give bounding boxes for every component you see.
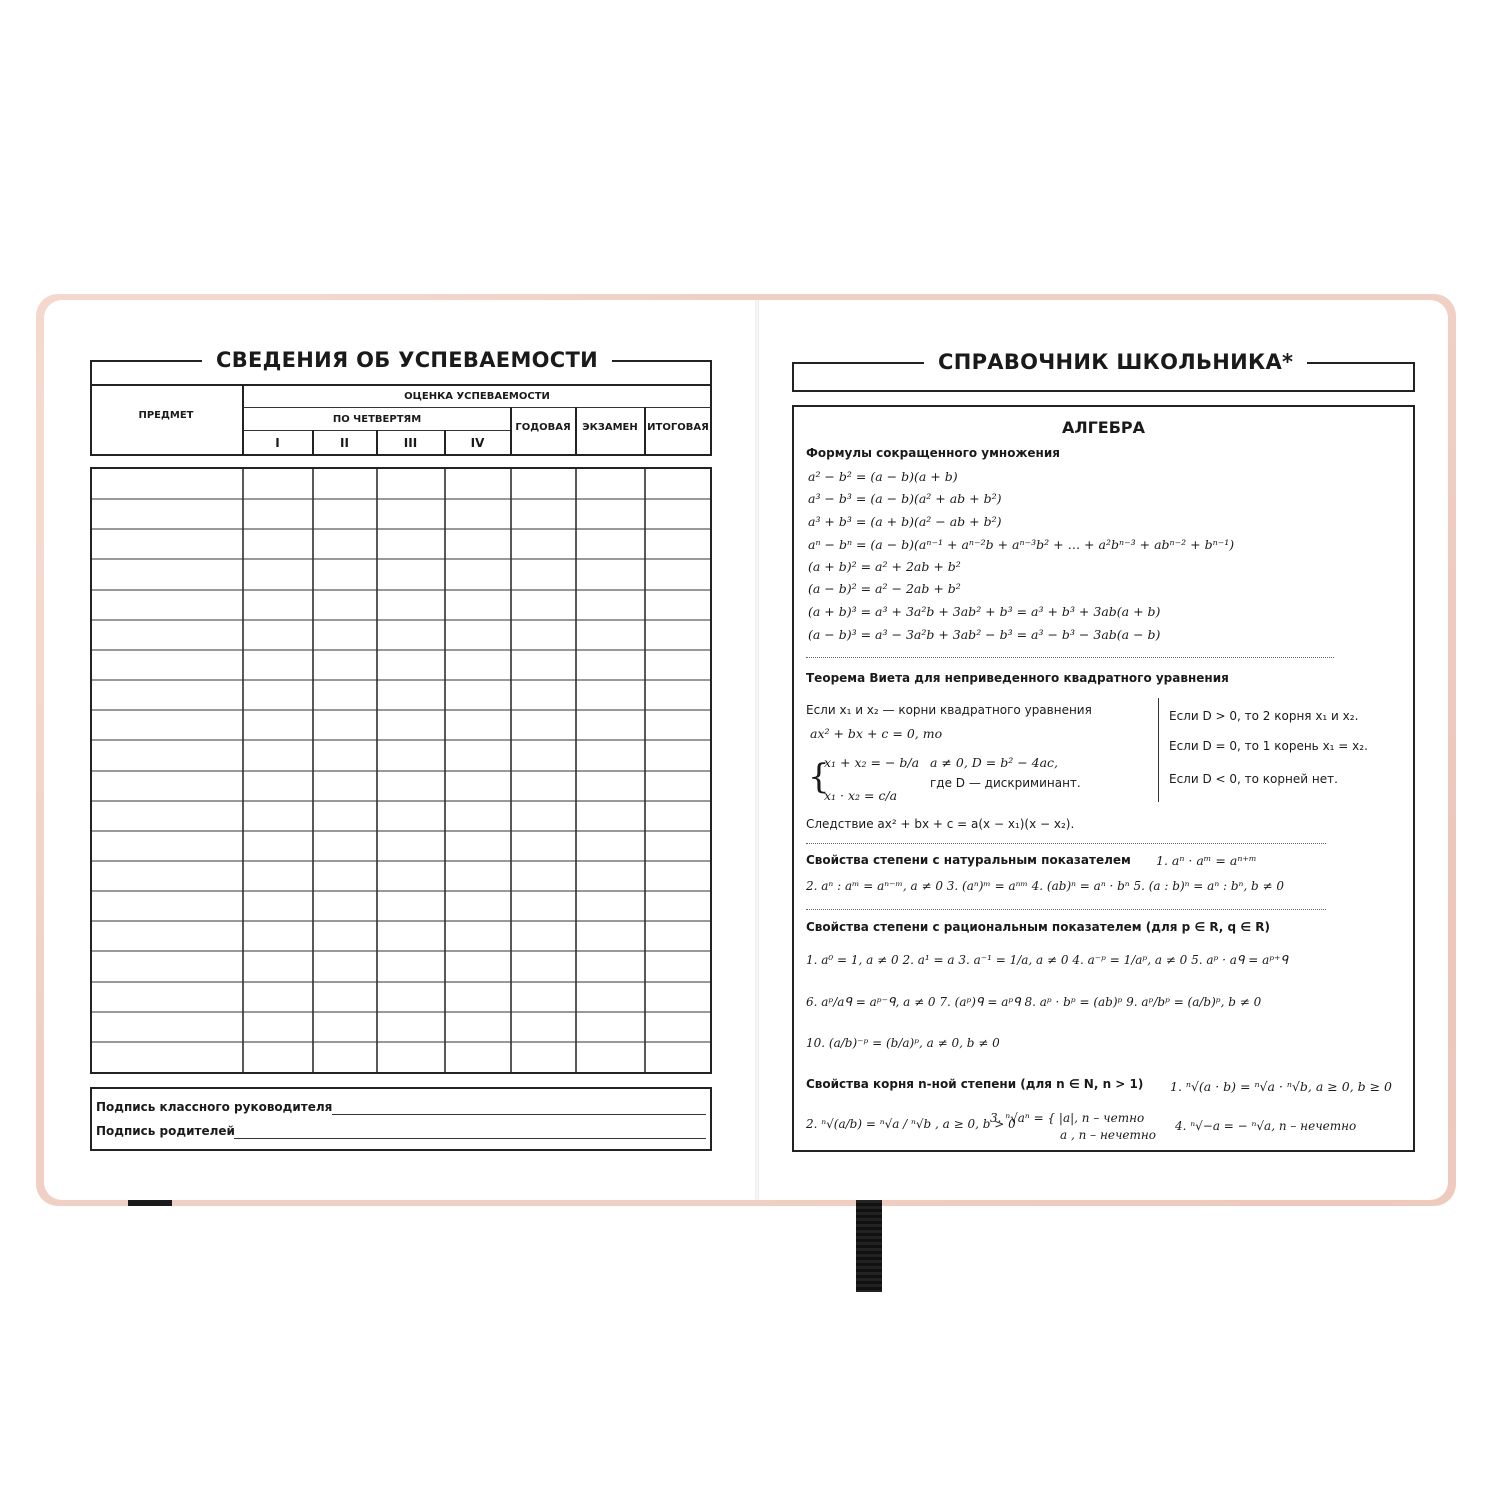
formula: 1. ⁿ√(a · b) = ⁿ√a · ⁿ√b, a ≥ 0, b ≥ 0 — [1170, 1079, 1393, 1094]
vieta-corollary: Следствие ax² + bx + c = a(x − x₁)(x − x₂). — [806, 817, 1075, 831]
formula: a³ − b³ = (a − b)(a² + ab + b²) — [808, 491, 1002, 506]
signature-box — [90, 1087, 712, 1151]
discriminant-rule: Если D > 0, то 2 корня x₁ и x₂. — [1169, 709, 1359, 723]
vieta-line: Если x₁ и x₂ — корни квадратного уравнения — [806, 703, 1092, 717]
system-brace-icon: { — [808, 757, 830, 797]
teacher-signature-label: Подпись классного руководителя — [96, 1100, 333, 1114]
vieta-heading: Теорема Виета для неприведенного квадратного уравнения — [806, 671, 1229, 685]
quarter-4: IV — [470, 436, 485, 450]
formula: 1. aⁿ · aᵐ = aⁿ⁺ᵐ — [1156, 853, 1257, 868]
section-separator — [806, 843, 1326, 844]
grades-header: ОЦЕНКА УСПЕВАЕМОСТИ — [404, 391, 550, 402]
discriminant-rule: Если D = 0, то 1 корень x₁ = x₂. — [1169, 739, 1368, 753]
parents-signature-label: Подпись родителей — [96, 1124, 235, 1138]
spine — [755, 300, 759, 1200]
quarter-3: III — [403, 436, 418, 450]
formula: (a − b)² = a² − 2ab + b² — [808, 581, 961, 596]
grades-table — [90, 467, 712, 1074]
vieta-sum: x₁ + x₂ = − b/a — [824, 755, 920, 770]
teacher-signature-line[interactable] — [332, 1114, 706, 1115]
vieta-divider — [1158, 698, 1159, 802]
header-line — [243, 407, 711, 408]
formula: aⁿ − bⁿ = (a − b)(aⁿ⁻¹ + aⁿ⁻²b + aⁿ⁻³b² + … + a²bⁿ⁻³ + abⁿ⁻² + bⁿ⁻¹) — [808, 537, 1235, 552]
formula: a³ + b³ = (a + b)(a² − ab + b²) — [808, 514, 1002, 529]
grades-title: СВЕДЕНИЯ ОБ УСПЕВАЕМОСТИ — [202, 348, 612, 372]
vieta-line: ax² + bx + c = 0, то — [810, 726, 943, 741]
header-top-line — [91, 384, 711, 386]
subject-header: ПРЕДМЕТ — [138, 410, 194, 421]
formula: (a + b)³ = a³ + 3a²b + 3ab² + b³ = a³ + b³ + 3ab(a + b) — [808, 604, 1161, 619]
formula: (a + b)² = a² + 2ab + b² — [808, 559, 961, 574]
quarter-2: II — [340, 436, 349, 450]
formula: a² − b² = (a − b)(a + b) — [808, 469, 958, 484]
roots-heading: Свойства корня n-ной степени (для n ∈ N, n > 1) — [806, 1077, 1144, 1091]
short-mult-heading: Формулы сокращенного умножения — [806, 446, 1060, 460]
reference-title: СПРАВОЧНИК ШКОЛЬНИКА* — [924, 350, 1307, 374]
quarters-header: ПО ЧЕТВЕРТЯМ — [332, 414, 422, 425]
formula: 3. ⁿ√aⁿ = { |a|, n – четно — [990, 1111, 1145, 1125]
elastic-band — [128, 1200, 172, 1206]
section-separator — [806, 909, 1326, 910]
formula: 2. ⁿ√(a/b) = ⁿ√a / ⁿ√b , a ≥ 0, b > 0 — [806, 1117, 1016, 1131]
formula: a , n – нечетно — [1060, 1128, 1157, 1142]
vieta-product: x₁ · x₂ = c/a — [824, 788, 898, 803]
discriminant-rule: Если D < 0, то корней нет. — [1169, 772, 1338, 786]
grades-grid — [92, 469, 710, 1072]
formula: (a − b)³ = a³ − 3a²b + 3ab² − b³ = a³ − b³ − 3ab(a − b) — [808, 627, 1161, 642]
formula: 2. aⁿ : aᵐ = aⁿ⁻ᵐ, a ≠ 0 3. (aⁿ)ᵐ = aⁿᵐ 4. (ab)ⁿ = aⁿ · bⁿ 5. (a : b)ⁿ = aⁿ : bⁿ, b ≠ 0 — [806, 879, 1285, 893]
vieta-condition: где D — дискриминант. — [930, 776, 1081, 790]
formula: 4. ⁿ√−a = − ⁿ√a, n – нечетно — [1175, 1119, 1357, 1133]
bookmark-ribbon[interactable] — [856, 1200, 882, 1292]
formula: 1. a⁰ = 1, a ≠ 0 2. a¹ = a 3. a⁻¹ = 1/a, a ≠ 0 4. a⁻ᵖ = 1/aᵖ, a ≠ 0 5. aᵖ · aᑫ = aᵖ⁺ᑫ — [806, 953, 1288, 967]
exam-header: ЭКЗАМЕН — [582, 422, 638, 433]
final-header: ИТОГОВАЯ — [647, 422, 709, 433]
parents-signature-line[interactable] — [234, 1138, 706, 1139]
algebra-heading: АЛГЕБРА — [1061, 418, 1146, 437]
vieta-condition: a ≠ 0, D = b² − 4ac, — [930, 755, 1059, 770]
quarter-1: I — [275, 436, 280, 450]
rat-power-heading: Свойства степени с рациональным показателем (для p ∈ R, q ∈ R) — [806, 920, 1270, 934]
nat-power-heading: Свойства степени с натуральным показателем — [806, 853, 1131, 867]
formula: 6. aᵖ/aᑫ = aᵖ⁻ᑫ, a ≠ 0 7. (aᵖ)ᑫ = aᵖᑫ 8. aᵖ · bᵖ = (ab)ᵖ 9. aᵖ/bᵖ = (a/b)ᵖ, b ≠ 0 — [806, 995, 1262, 1009]
formula: 10. (a/b)⁻ᵖ = (b/a)ᵖ, a ≠ 0, b ≠ 0 — [806, 1036, 1000, 1050]
section-separator — [806, 657, 1334, 658]
annual-header: ГОДОВАЯ — [515, 422, 571, 433]
